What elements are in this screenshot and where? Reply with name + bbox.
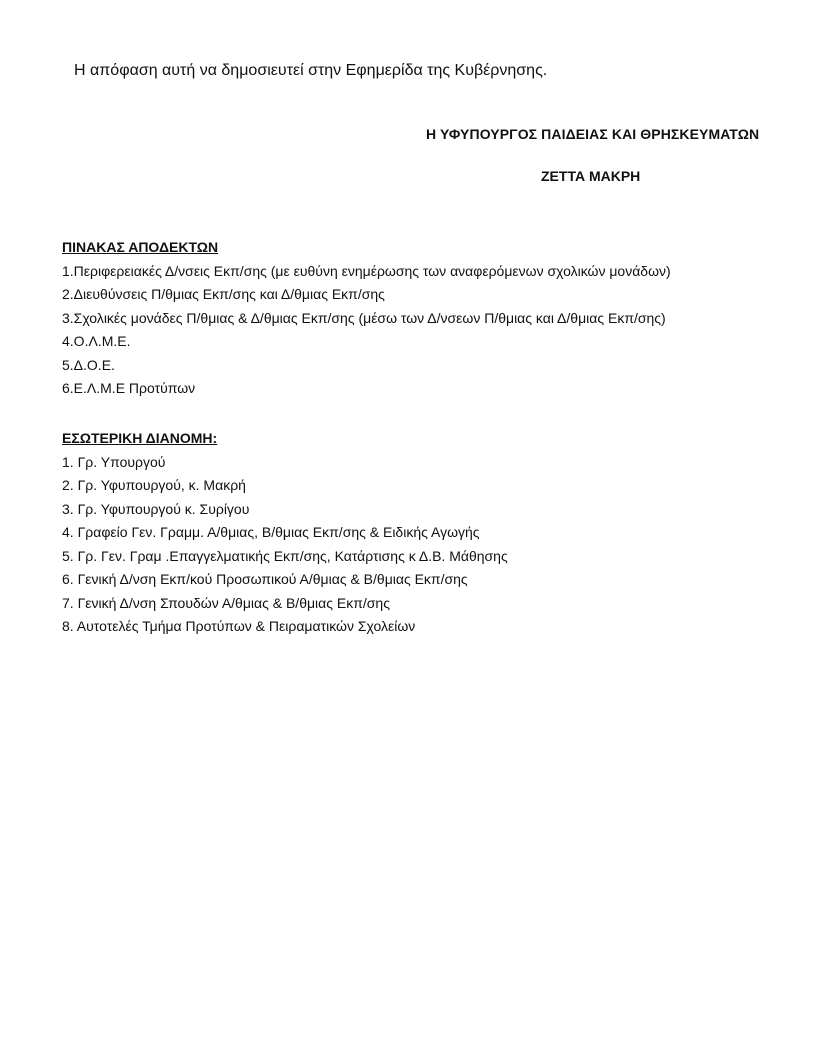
- list-item: 6. Γενική Δ/νση Εκπ/κού Προσωπικού Α/θμιας & Β/θμιας Εκπ/σης: [62, 571, 468, 587]
- list-item: 5. Γρ. Γεν. Γραμ .Επαγγελματικής Εκπ/σης, Κατάρτισης κ Δ.Β. Μάθησης: [62, 547, 508, 564]
- list-item: 1.Περιφερειακές Δ/νσεις Εκπ/σης (με ευθύνη ενημέρωσης των αναφερόμενων σχολικών μονάδων): [62, 262, 671, 279]
- internal-distribution-section: [62, 427, 508, 639]
- list-item: 4. Γραφείο Γεν. Γραμμ. Α/θμιας, Β/θμιας Εκπ/σης & Ειδικής Αγωγής: [62, 524, 480, 540]
- internal-distribution-list: [62, 451, 508, 639]
- recipients-list: [62, 260, 671, 401]
- list-item: 3. Γρ. Υφυπουργού κ. Συρίγου: [62, 500, 250, 517]
- signer-name: ΖΕΤΤΑ ΜΑΚΡΗ: [541, 168, 641, 184]
- list-item: 4.Ο.Λ.Μ.Ε.: [62, 333, 131, 349]
- recipients-heading: ΠΙΝΑΚΑΣ ΑΠΟΔΕΚΤΩΝ: [62, 239, 219, 255]
- signer-title: Η ΥΦΥΠΟΥΡΓΟΣ ΠΑΙΔΕΙΑΣ ΚΑΙ ΘΡΗΣΚΕΥΜΑΤΩΝ: [426, 126, 760, 142]
- list-item: 2. Γρ. Υφυπουργού, κ. Μακρή: [62, 477, 246, 493]
- list-item: 8. Αυτοτελές Τμήμα Προτύπων & Πειραματικών Σχολείων: [62, 618, 416, 634]
- publication-note: Η απόφαση αυτή να δημοσιευτεί στην Εφημερίδα της Κυβέρνησης.: [74, 62, 548, 79]
- list-item: 2.Διευθύνσεις Π/θμιας Εκπ/σης και Δ/θμιας Εκπ/σης: [62, 286, 385, 302]
- recipients-section: [62, 236, 671, 401]
- list-item: 5.Δ.Ο.Ε.: [62, 356, 115, 373]
- internal-distribution-heading: ΕΣΩΤΕΡΙΚΗ ΔΙΑΝΟΜΗ:: [62, 430, 218, 446]
- list-item: 1. Γρ. Υπουργού: [62, 453, 166, 470]
- list-item: 3.Σχολικές μονάδες Π/θμιας & Δ/θμιας Εκπ/σης (μέσω των Δ/νσεων Π/θμιας και Δ/θμιας Εκπ/σης): [62, 309, 666, 326]
- list-item: 6.Ε.Λ.Μ.Ε Προτύπων: [62, 380, 196, 396]
- list-item: 7. Γενική Δ/νση Σπουδών Α/θμιας & Β/θμιας Εκπ/σης: [62, 594, 390, 611]
